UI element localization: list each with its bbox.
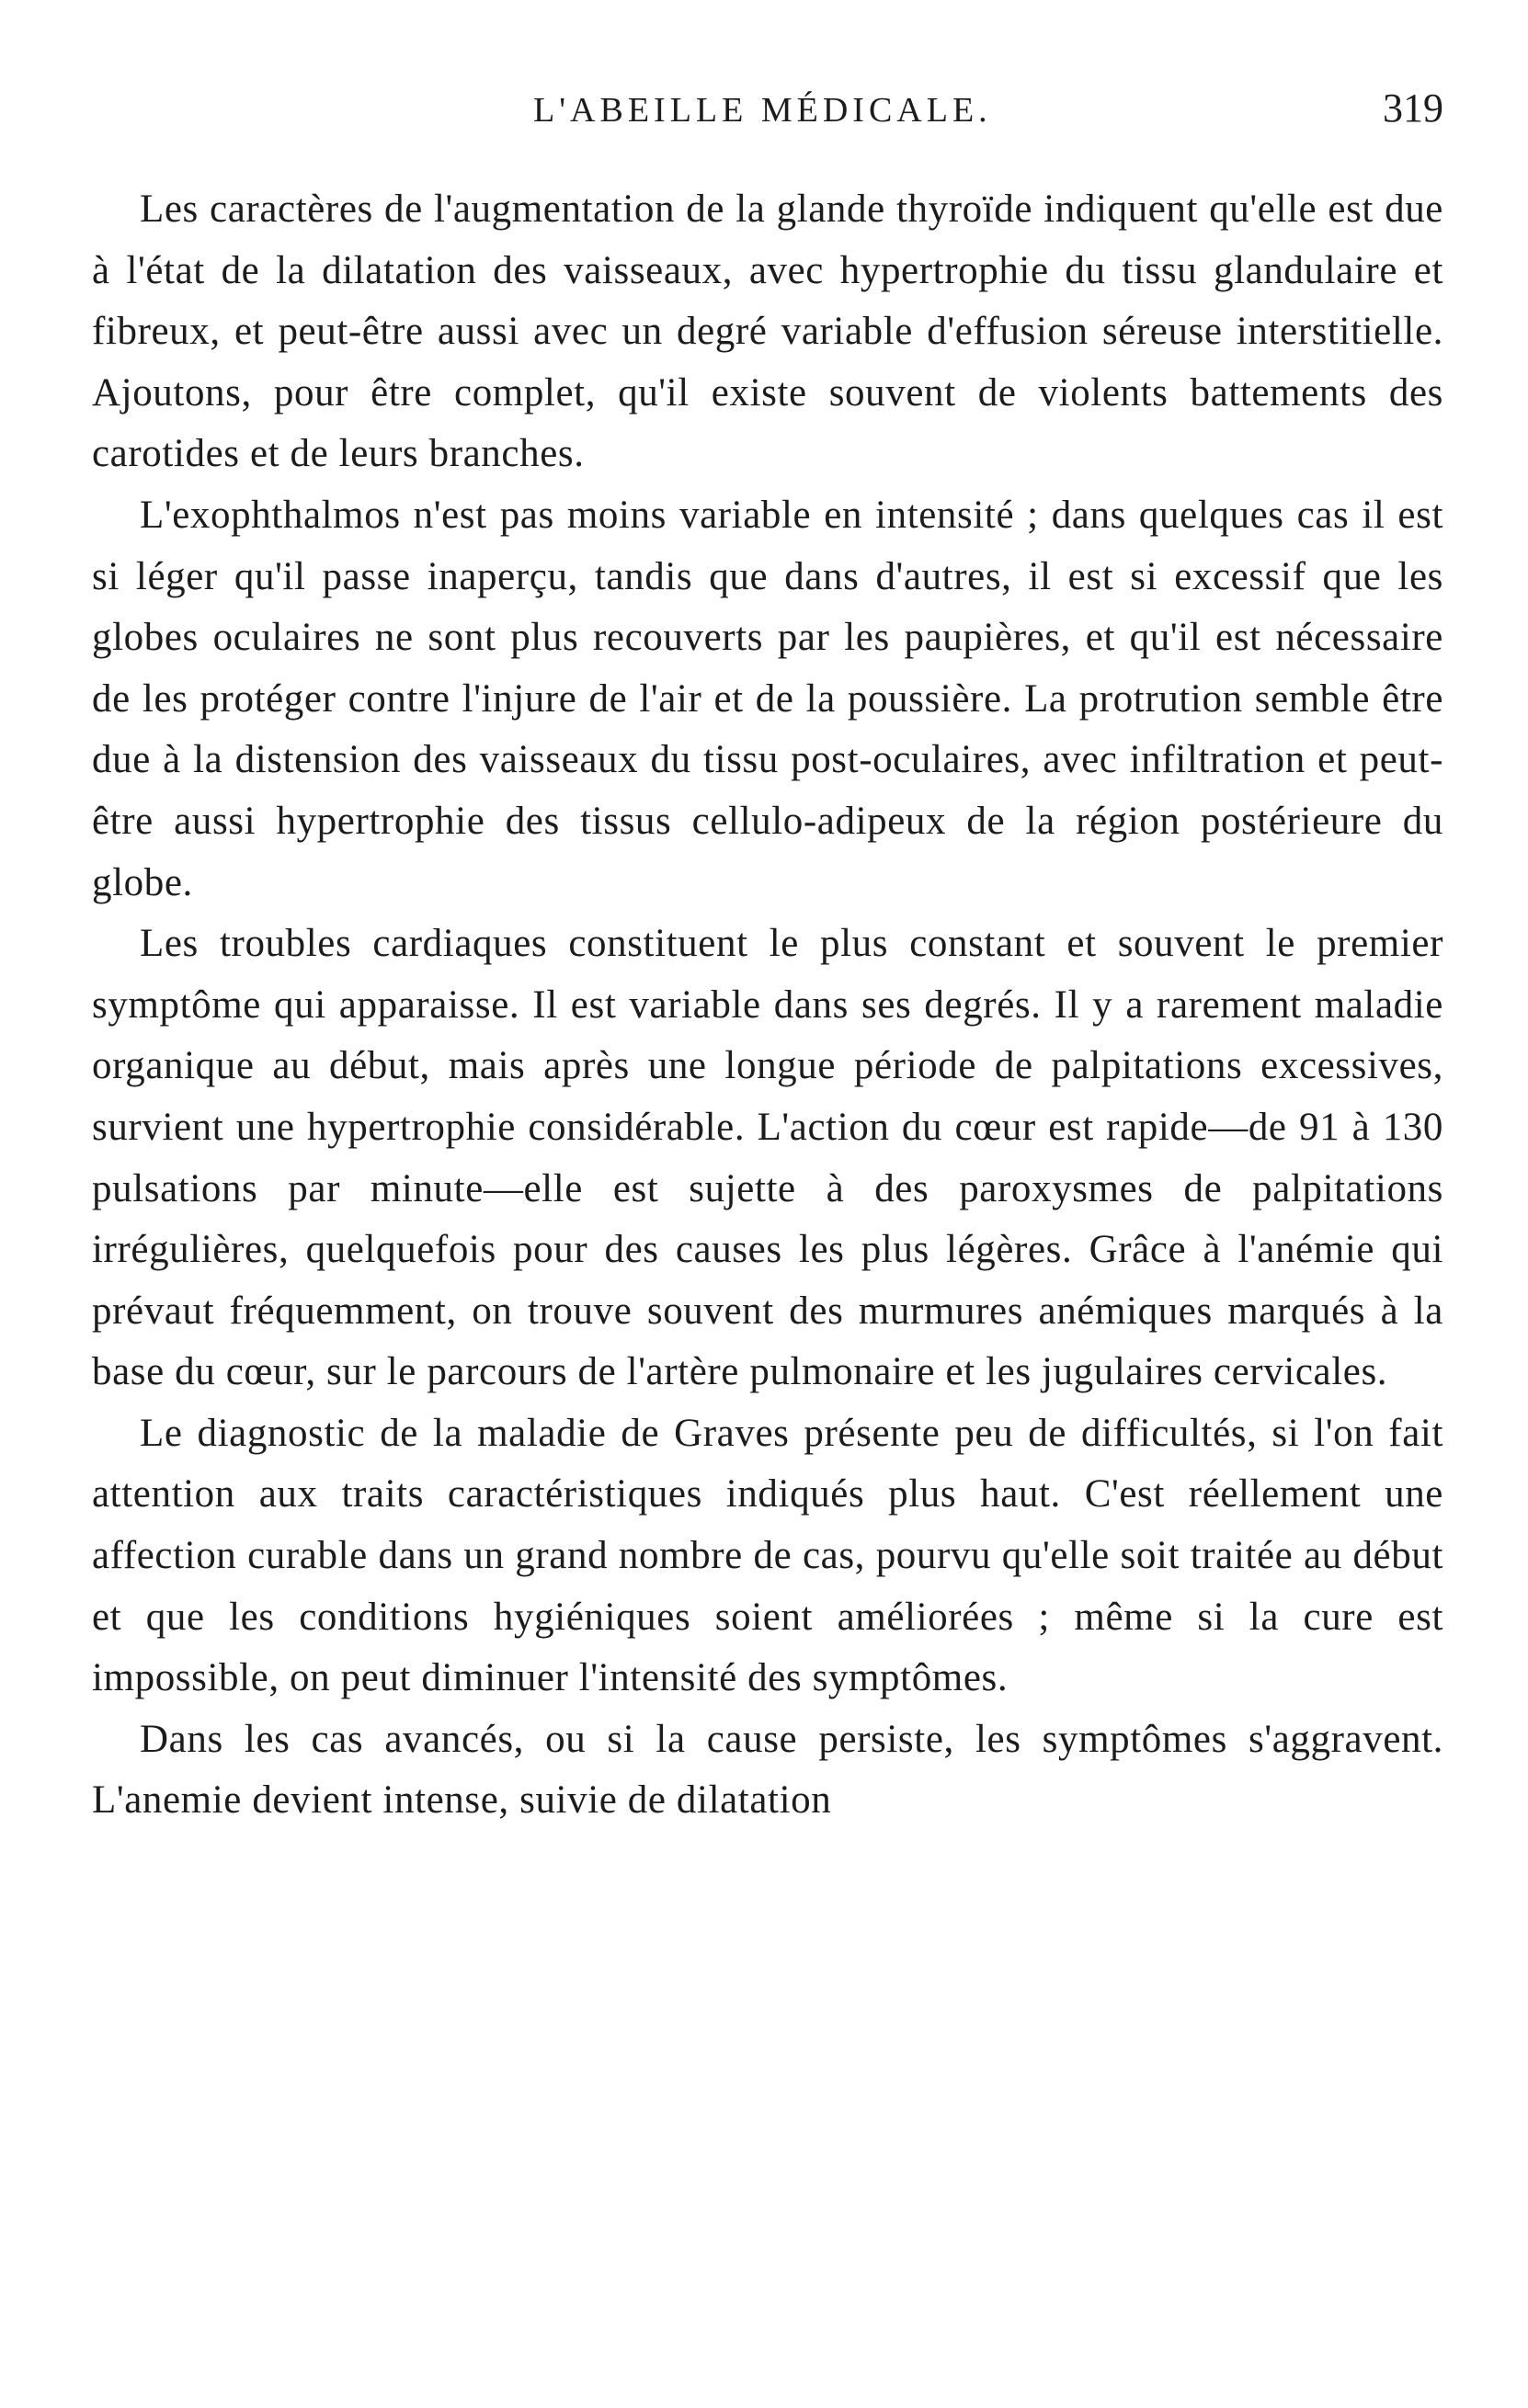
page-number: 319	[1383, 85, 1443, 131]
paragraph-cardiac-troubles: Les troubles cardiaques constituent le plus constant et souvent le premier symptôme qui apparaisse. Il est variable dans ses degrés. Il y a rarement maladie organique au début, mais après une longue période de palpitations excessives, survient une hypertrophie considérable. L'action du cœur est rapide—de 91 à 130 pulsations par minute—elle est sujette à des paroxysmes de palpitations irrégulières, quelquefois pour des causes les plus légères. Grâce à l'anémie qui prévaut fréquemment, on trouve souvent des murmures anémiques marqués à la base du cœur, sur le parcours de l'artère pulmonaire et les jugulaires cervicales.	[92, 922, 1443, 1394]
paragraph-thyroid: Les caractères de l'augmentation de la glande thyroïde indiquent qu'elle est due à l'état de la dilatation des vaisseaux, avec hypertrophie du tissu glandulaire et fibreux, et peut-être aussi avec un degré variable d'effusion séreuse interstitielle. Ajoutons, pour être complet, qu'il existe souvent de violents battements des carotides et de leurs branches.	[92, 187, 1443, 476]
running-title: L'ABEILLE MÉDICALE.	[533, 91, 992, 130]
paragraph-advanced-cases: Dans les cas avancés, ou si la cause persiste, les symptômes s'aggravent. L'anemie devient intense, suivie de dilatation	[92, 1717, 1443, 1823]
body-text	[92, 179, 1443, 1832]
paragraph-diagnosis: Le diagnostic de la maladie de Graves présente peu de difficultés, si l'on fait attention aux traits caractéristiques indiqués plus haut. C'est réellement une affection curable dans un grand nombre de cas, pourvu qu'elle soit traitée au début et que les conditions hygiéniques soient améliorées ; même si la cure est impossible, on peut diminuer l'intensité des symptômes.	[92, 1411, 1443, 1700]
document-page	[92, 85, 1443, 2371]
paragraph-exophthalmos: L'exophthalmos n'est pas moins variable en intensité ; dans quelques cas il est si léger qu'il passe inaperçu, tandis que dans d'autres, il est si excessif que les globes oculaires ne sont plus recouverts par les paupières, et qu'il est nécessaire de les protéger contre l'injure de l'air et de la poussière. La protrution semble être due à la distension des vaisseaux du tissu post-oculaires, avec infiltration et peut-être aussi hypertrophie des tissus cellulo-adipeux de la région postérieure du globe.	[92, 493, 1443, 904]
running-head	[92, 85, 1443, 165]
